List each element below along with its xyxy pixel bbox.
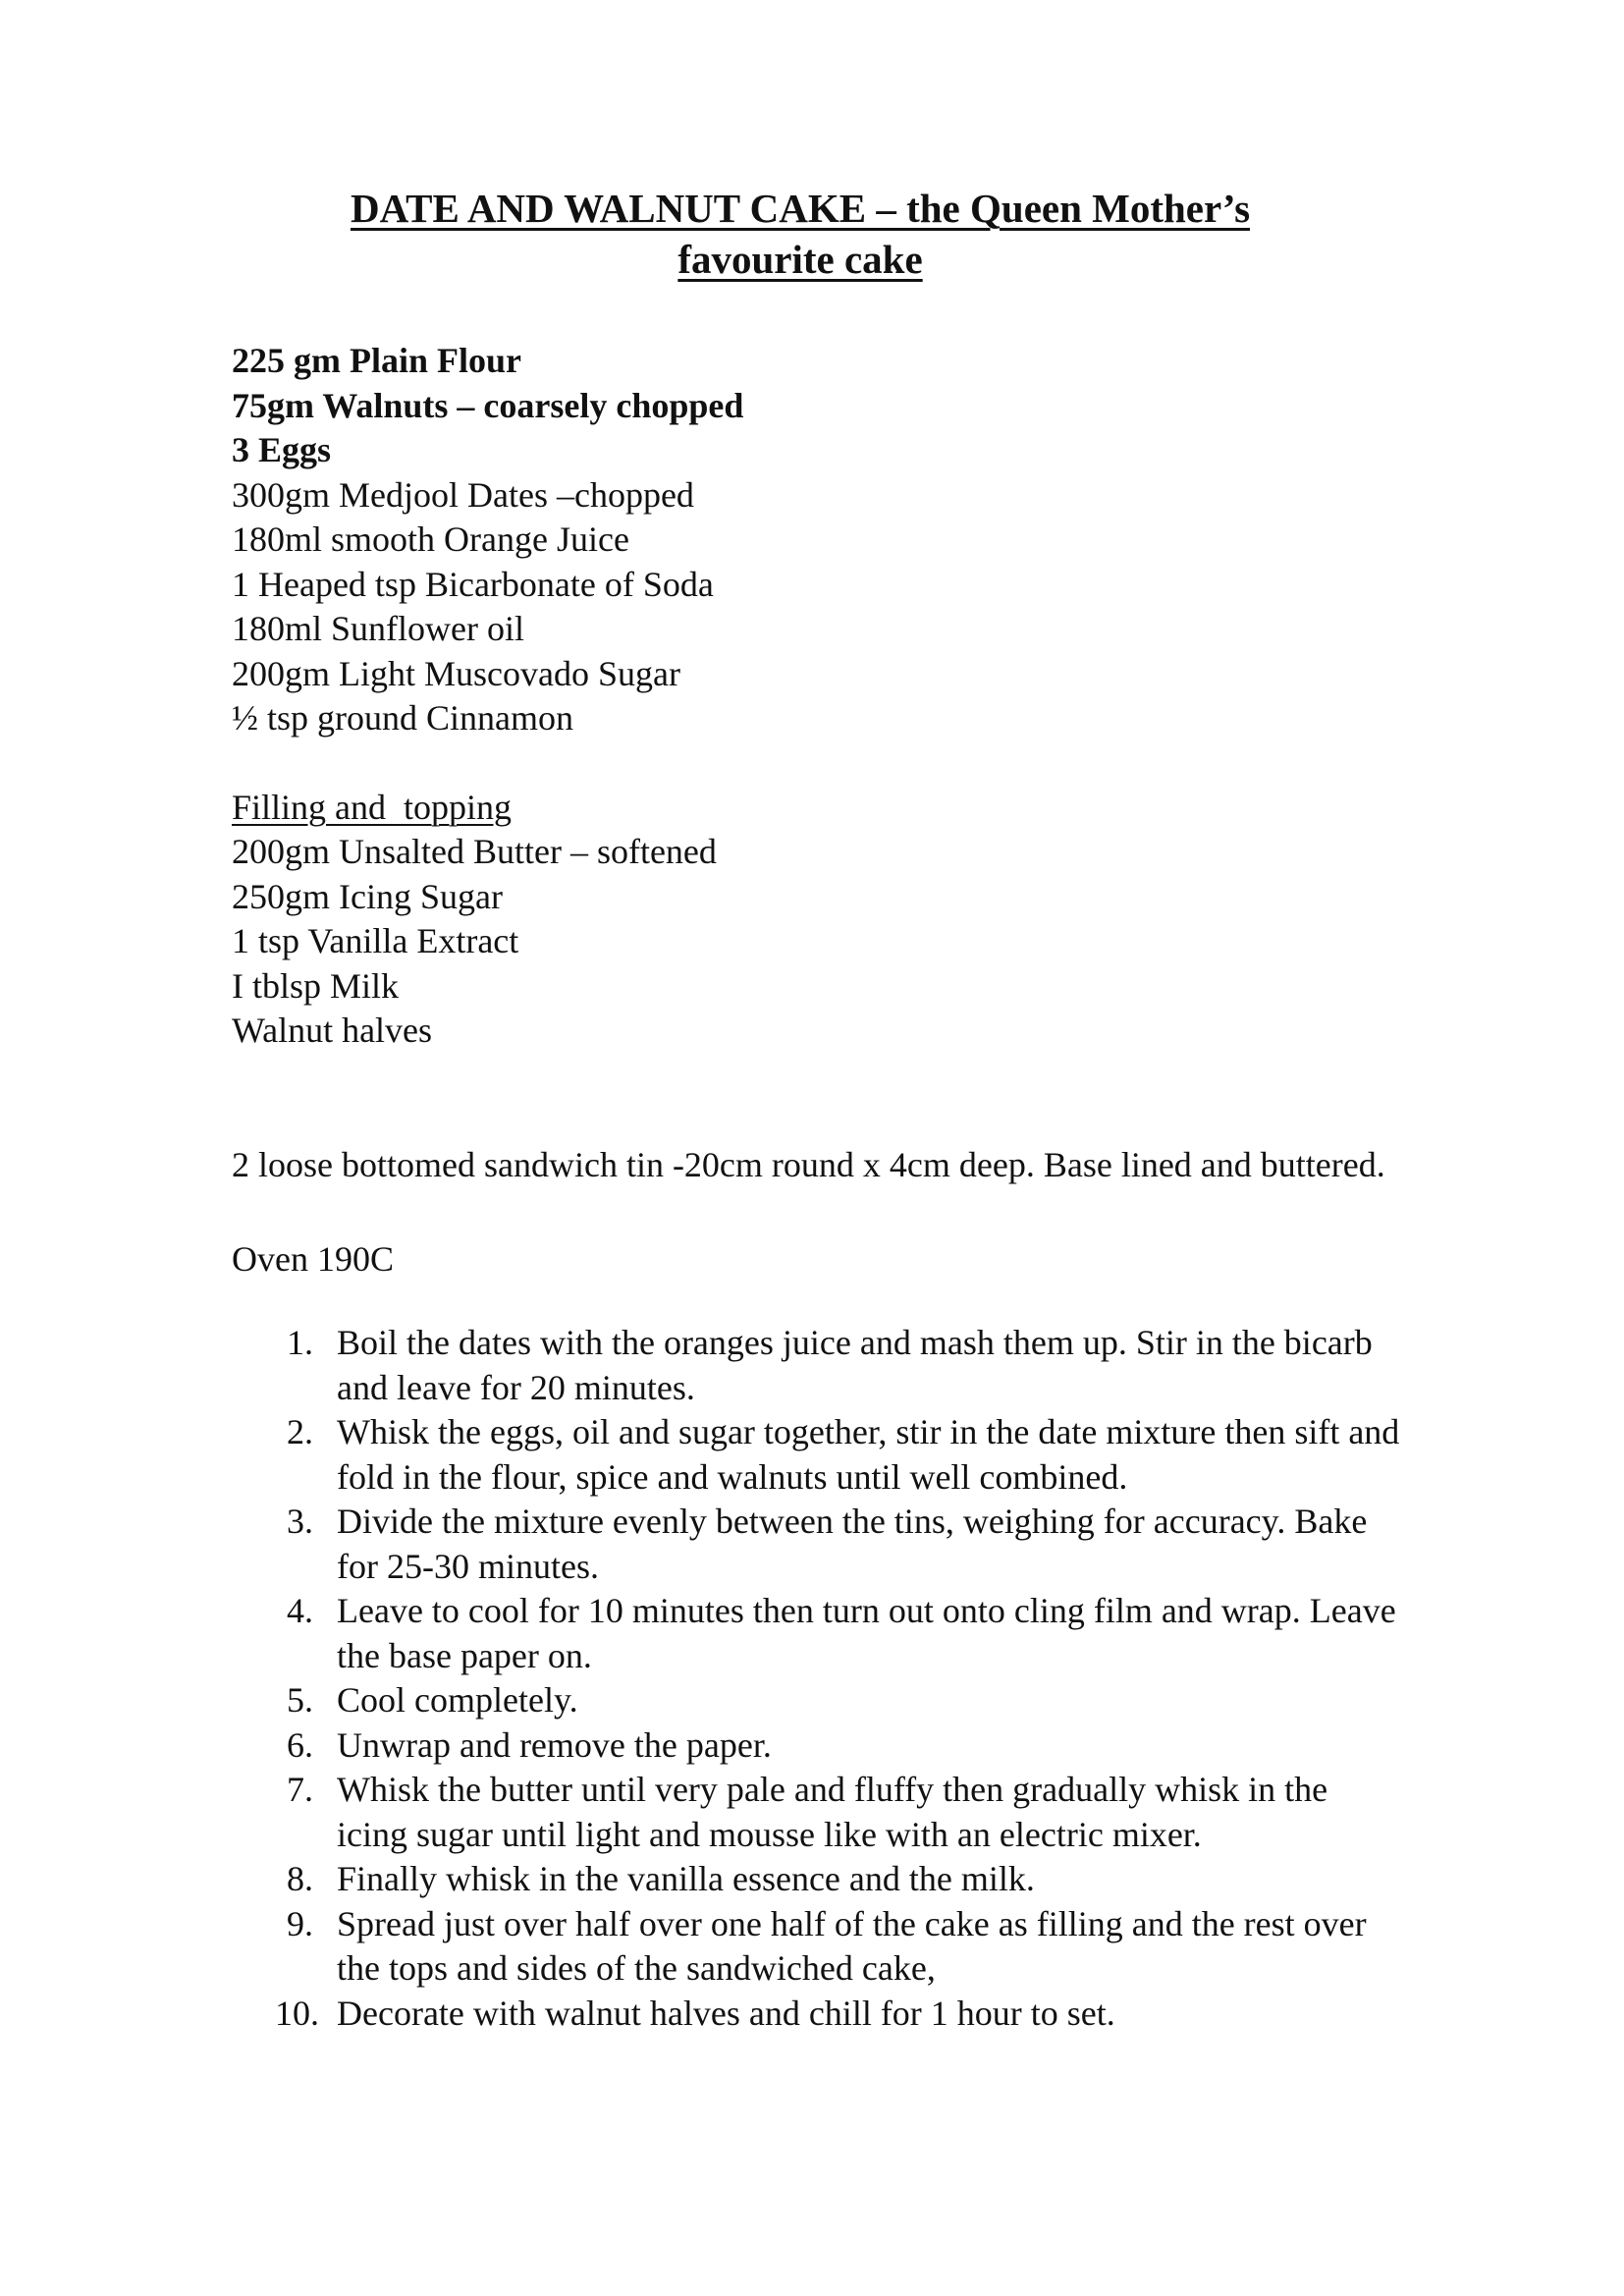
step-number: 2. [287, 1412, 313, 1451]
step-text: Spread just over half over one half of the cake as filling and the rest over the tops and sides of the sandwiched cake, [337, 1903, 1367, 1988]
step-number: 9. [287, 1903, 313, 1943]
ingredient-item: 3 Eggs [232, 430, 332, 469]
filling-heading: Filling and topping [232, 788, 513, 827]
step-text: Whisk the eggs, oil and sugar together, stir in the date mixture then sift and fold in the flour, spice and walnuts until well combined. [337, 1412, 1400, 1497]
method-list [275, 1321, 1404, 2036]
ingredient-item: 180ml smooth Orange Juice [232, 519, 629, 559]
ingredient-item: 200gm Light Muscovado Sugar [232, 653, 680, 693]
step-text: Cool completely. [337, 1680, 578, 1720]
method-step [275, 1723, 1404, 1769]
step-number: 5. [287, 1680, 313, 1720]
filling-item: I tblsp Milk [232, 965, 400, 1006]
method-step [275, 1857, 1404, 1902]
step-number: 8. [287, 1859, 313, 1898]
step-text: Finally whisk in the vanilla essence and the milk. [337, 1859, 1035, 1898]
method-step [275, 1902, 1404, 1992]
step-number: 6. [287, 1724, 313, 1765]
oven-temperature: Oven 190C [232, 1239, 394, 1279]
tin-instructions: 2 loose bottomed sandwich tin -20cm round x 4cm deep. Base lined and buttered. [232, 1145, 1385, 1184]
step-text: Whisk the butter until very pale and fluffy then gradually whisk in the icing sugar until light and mousse like with an electric mixer. [337, 1770, 1328, 1854]
title-line-2: favourite cake [677, 237, 923, 282]
ingredient-item: 300gm Medjool Dates –chopped [232, 474, 694, 515]
filling-item: 250gm Icing Sugar [232, 876, 503, 916]
filling-item: 200gm Unsalted Butter – softened [232, 832, 717, 871]
filling-item: Walnut halves [232, 1011, 433, 1050]
method-step [275, 1500, 1404, 1589]
ingredient-item: ½ tsp ground Cinnamon [232, 698, 573, 738]
recipe-title [147, 183, 1453, 285]
step-number: 1. [287, 1323, 313, 1362]
step-text: Decorate with walnut halves and chill for 1 hour to set. [337, 1993, 1115, 2033]
ingredient-item: 180ml Sunflower oil [232, 609, 524, 648]
ingredients-list [232, 339, 743, 741]
ingredient-item: 225 gm Plain Flour [232, 341, 521, 380]
step-number: 7. [287, 1770, 313, 1809]
ingredient-item: 1 Heaped tsp Bicarbonate of Soda [232, 564, 714, 604]
ingredient-item: 75gm Walnuts – coarsely chopped [232, 385, 744, 425]
step-text: Unwrap and remove the paper. [337, 1724, 772, 1765]
filling-item: 1 tsp Vanilla Extract [232, 921, 519, 960]
method-step [275, 1410, 1404, 1500]
title-line-1: DATE AND WALNUT CAKE – the Queen Mother’s [350, 186, 1251, 231]
method-step [275, 1678, 1404, 1723]
step-text: Leave to cool for 10 minutes then turn out onto cling film and wrap. Leave the base paper on. [337, 1591, 1396, 1675]
filling-list [232, 830, 717, 1054]
method-step [275, 1768, 1404, 1857]
step-text: Divide the mixture evenly between the tins, weighing for accuracy. Bake for 25-30 minutes. [337, 1502, 1368, 1586]
method-step [275, 1992, 1404, 2037]
step-number: 4. [287, 1591, 313, 1630]
step-text: Boil the dates with the oranges juice and mash them up. Stir in the bicarb and leave for 20 minutes. [337, 1323, 1373, 1407]
step-number: 3. [287, 1502, 313, 1541]
method-step [275, 1321, 1404, 1410]
step-number: 10. [275, 1993, 319, 2033]
method-step [275, 1589, 1404, 1678]
